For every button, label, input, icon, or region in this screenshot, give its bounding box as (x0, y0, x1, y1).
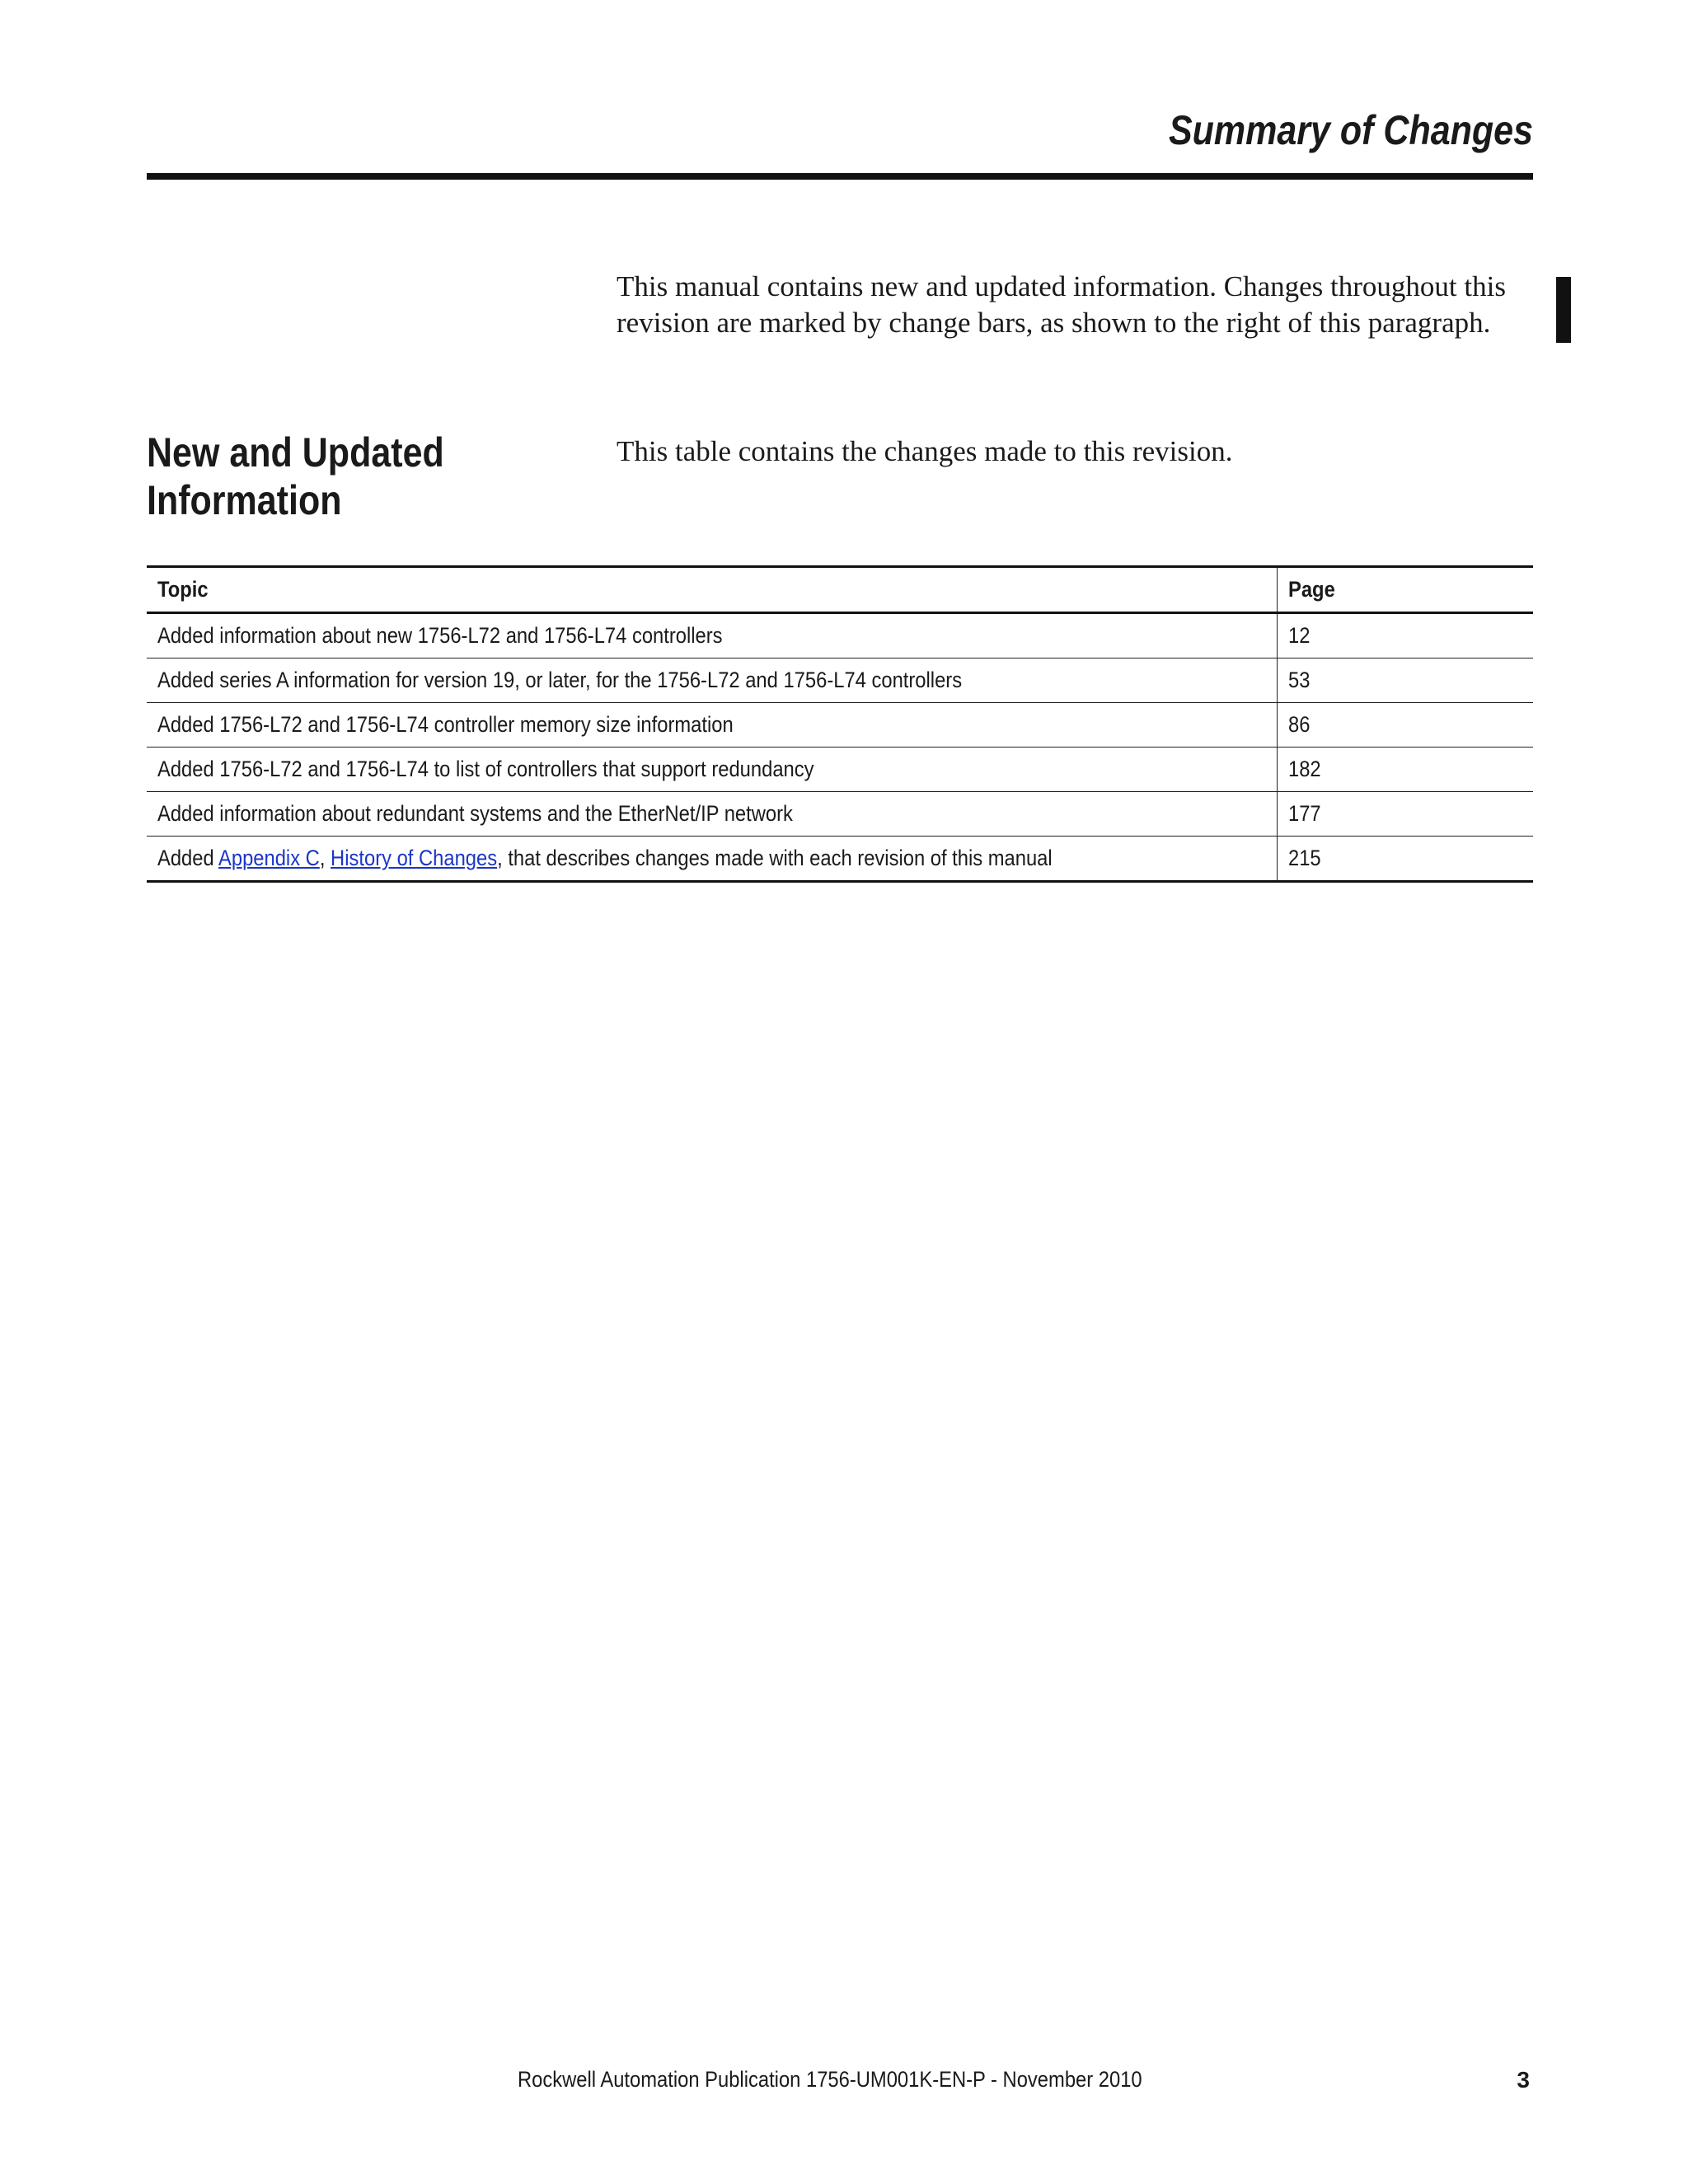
intro-paragraph: This manual contains new and updated information. Changes throughout this revision are marked by change bars, as shown to the right of this paragraph. (617, 270, 1506, 339)
topic-cell: Added information about redundant systems and the EtherNet/IP network (147, 792, 1278, 837)
changes-table (147, 565, 1533, 883)
topic-text-suffix: , that describes changes made with each revision of this manual (497, 846, 1053, 870)
topic-cell (147, 837, 1278, 882)
page-number: 3 (1517, 2067, 1530, 2093)
section-heading: New and Updated Information (147, 429, 444, 523)
table-row (147, 658, 1533, 703)
appendix-c-link[interactable]: Appendix C (218, 846, 320, 870)
page-title: Summary of Changes (1168, 107, 1533, 153)
topic-cell: Added information about new 1756-L72 and 1756-L74 controllers (147, 613, 1278, 658)
title-rule (147, 173, 1533, 180)
column-header-page: Page (1278, 567, 1534, 613)
page-cell: 53 (1278, 658, 1534, 703)
page-cell: 215 (1278, 837, 1534, 882)
table-row (147, 703, 1533, 748)
topic-cell: Added 1756-L72 and 1756-L74 controller memory size information (147, 703, 1278, 748)
topic-text-prefix: Added (157, 846, 219, 870)
topic-cell: Added series A information for version 19, or later, for the 1756-L72 and 1756-L74 controllers (147, 658, 1278, 703)
history-of-changes-link[interactable]: History of Changes (331, 846, 498, 870)
footer-publication: Rockwell Automation Publication 1756-UM001K-EN-P - November 2010 (518, 2067, 1142, 2092)
table-row (147, 748, 1533, 792)
change-bar (1556, 277, 1571, 343)
column-header-topic: Topic (147, 567, 1278, 613)
table-row (147, 837, 1533, 882)
page-cell: 177 (1278, 792, 1534, 837)
page-cell: 182 (1278, 748, 1534, 792)
page-cell: 86 (1278, 703, 1534, 748)
table-intro: This table contains the changes made to this revision. (617, 435, 1233, 467)
table-header-row (147, 567, 1533, 613)
table-row (147, 613, 1533, 658)
topic-text-separator: , (319, 846, 331, 870)
table-row (147, 792, 1533, 837)
page-cell: 12 (1278, 613, 1534, 658)
topic-cell: Added 1756-L72 and 1756-L74 to list of controllers that support redundancy (147, 748, 1278, 792)
